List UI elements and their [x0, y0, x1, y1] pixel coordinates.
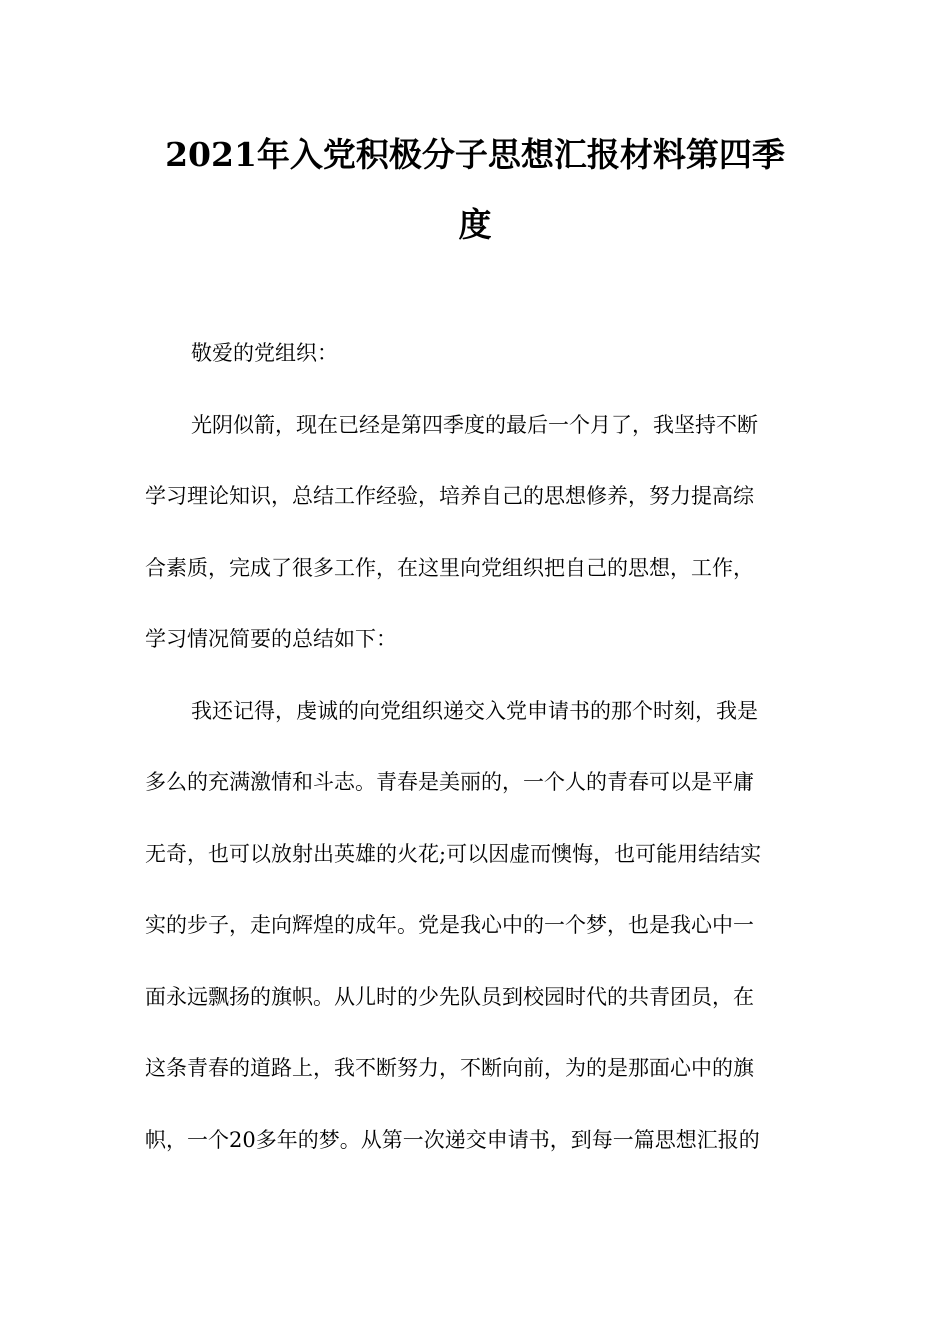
text-line: 我还记得，虔诚的向党组织递交入党申请书的那个时刻，我是	[191, 698, 758, 723]
text-line: 多么的充满激情和斗志。青春是美丽的，一个人的青春可以是平庸	[145, 770, 754, 794]
text-line: 学习情况简要的总结如下：	[145, 627, 397, 651]
body-text	[145, 318, 810, 1176]
text-line: 实的步子，走向辉煌的成年。党是我心中的一个梦，也是我心中一	[145, 913, 754, 937]
text-line: 合素质，完成了很多工作，在这里向党组织把自己的思想，工作，	[145, 555, 754, 580]
title-line-2: 度	[458, 205, 492, 244]
text-line: 无奇，也可以放射出英雄的火花;可以因虚而懊悔，也可能用结结实	[145, 841, 762, 866]
text-line: 学习理论知识，总结工作经验，培养自己的思想修养，努力提高综	[145, 484, 754, 508]
page-title	[140, 120, 810, 260]
text-line: 面永远飘扬的旗帜。从儿时的少先队员到校园时代的共青团员，在	[145, 984, 754, 1009]
text-line: 光阴似箭，现在已经是第四季度的最后一个月了，我坚持不断	[191, 412, 758, 437]
salutation: 敬爱的党组织：	[191, 341, 338, 365]
text-line: 帜，一个20多年的梦。从第一次递交申请书，到每一篇思想汇报的	[145, 1127, 760, 1152]
text-line: 这条青春的道路上，我不断努力，不断向前，为的是那面心中的旗	[145, 1056, 754, 1080]
title-line-1: 2021年入党积极分子思想汇报材料第四季	[165, 135, 785, 174]
